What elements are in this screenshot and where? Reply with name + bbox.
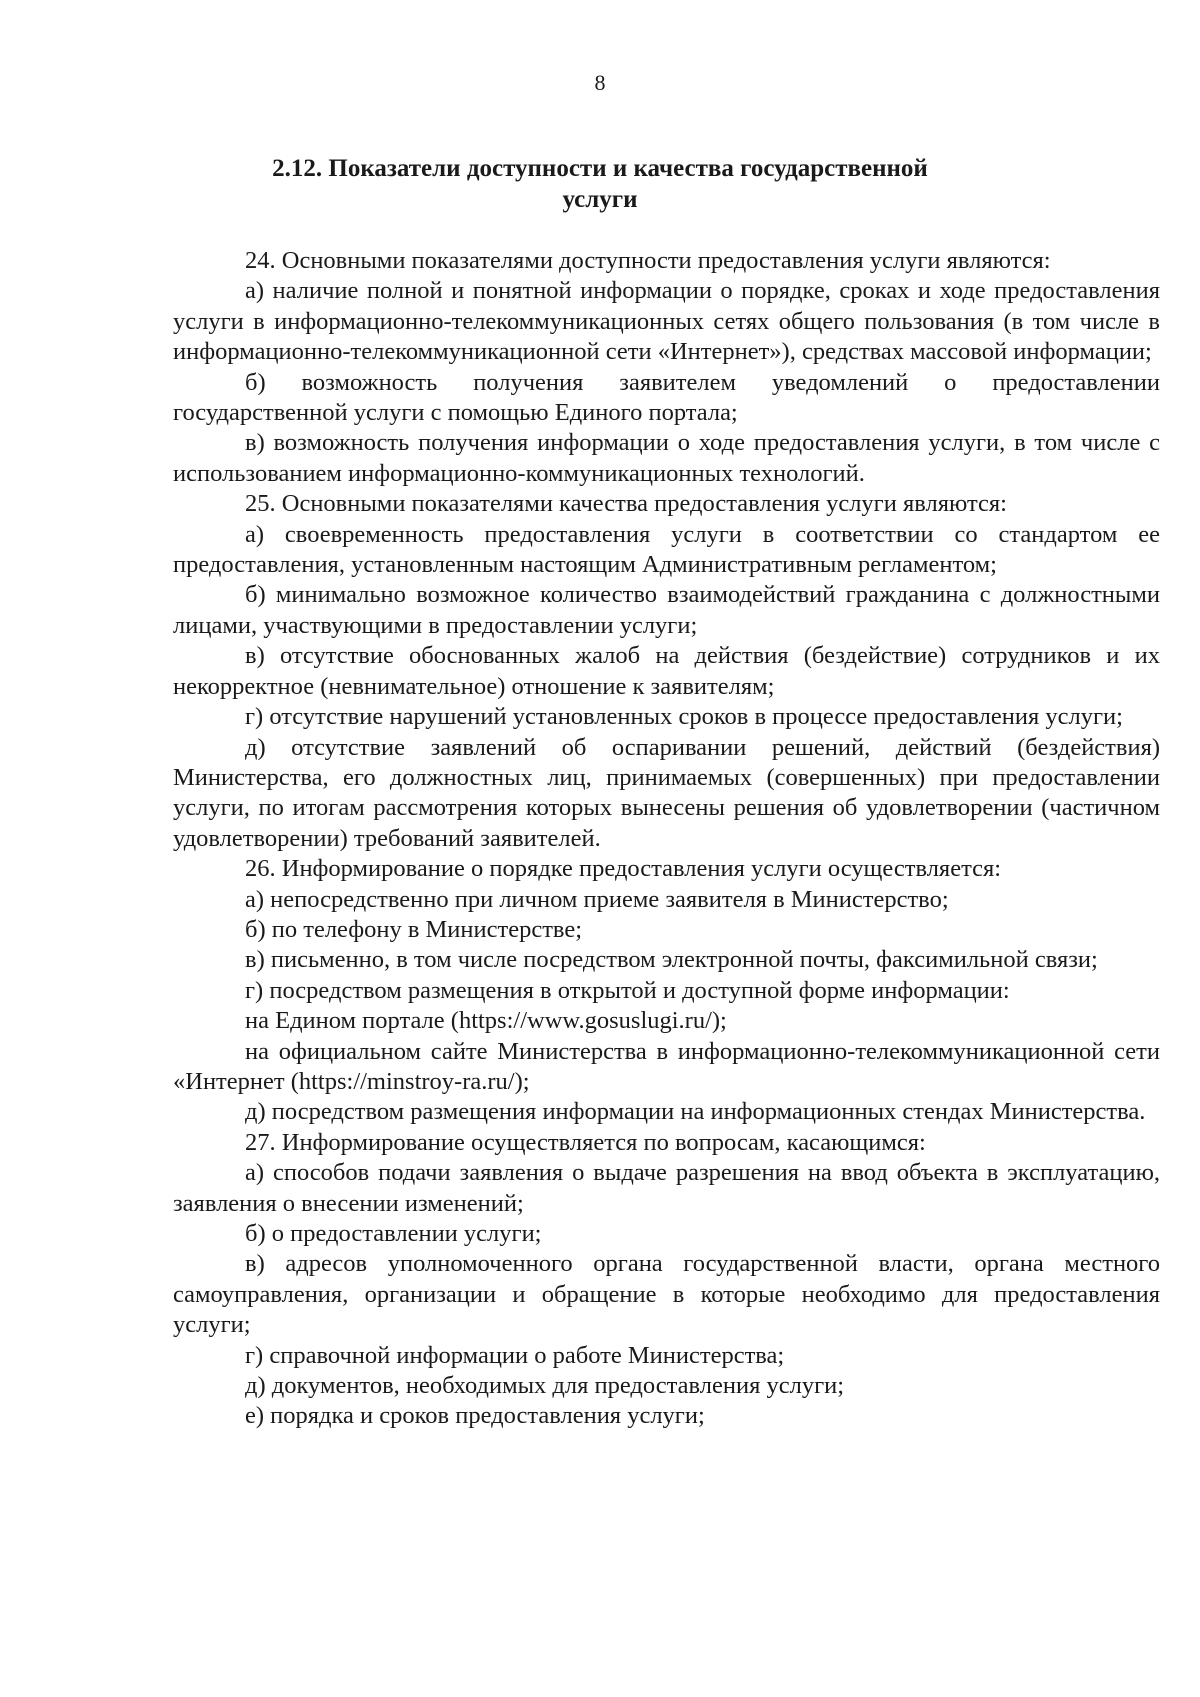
paragraph-24: 24. Основными показателями доступности предоставления услуги являются: <box>245 247 1051 274</box>
page-number: 8 <box>594 70 606 95</box>
list-item-24a: а) наличие полной и понятной информации о порядке, сроках и ходе предоставления услуги в информационно-телекоммуникационных сетях общего пользования (в том числе в информационно-телекоммуникационной сети «Интернет»), средствах массовой информации; <box>173 277 1160 366</box>
list-item-26d: г) посредством размещения в открытой и доступной форме информации: <box>245 976 1010 1004</box>
list-item-26d-website: на официальном сайте Министерства в информационно-телекоммуникационной сети «Интернет (https://minstroy-ra.ru/); <box>173 1037 1160 1095</box>
section-heading-line-2: услуги <box>562 186 638 213</box>
list-item-24b: б) возможность получения заявителем уведомлений о предоставлении государственной услуги с помощью Единого портала; <box>173 368 1160 427</box>
document-body <box>173 246 1160 1432</box>
list-item-25a: а) своевременность предоставления услуги в соответствии со стандартом ее предоставления, установленным настоящим Административным регламентом; <box>173 520 1160 579</box>
list-item-25d: г) отсутствие нарушений установленных сроков в процессе предоставления услуги; <box>245 703 1123 731</box>
list-item-25c: в) отсутствие обоснованных жалоб на действия (бездействие) сотрудников и их некорректное (невнимательное) отношение к заявителям; <box>173 642 1160 700</box>
list-item-27e: д) документов, необходимых для предоставления услуги; <box>245 1372 845 1400</box>
list-item-27d: г) справочной информации о работе Министерства; <box>245 1341 785 1369</box>
list-item-25e: д) отсутствие заявлений об оспаривании решений, действий (бездействия) Министерства, его должностных лиц, принимаемых (совершенных) при предоставлении услуги, по итогам рассмотрения которых вынесены решения об удовлетворении (частичном удовлетворении) требований заявителей. <box>173 733 1160 852</box>
list-item-26a: а) непосредственно при личном приеме заявителя в Министерство; <box>245 885 949 913</box>
list-item-26e: д) посредством размещения информации на информационных стендах Министерства. <box>245 1098 1146 1126</box>
paragraph-25: 25. Основными показателями качества предоставления услуги являются: <box>245 490 1007 518</box>
section-heading <box>250 153 950 215</box>
list-item-25b: б) минимально возможное количество взаимодействий гражданина с должностными лицами, участвующими в предоставлении услуги; <box>173 581 1160 639</box>
list-item-26c: в) письменно, в том числе посредством электронной почты, факсимильной связи; <box>245 946 1098 974</box>
paragraph-26: 26. Информирование о порядке предоставления услуги осуществляется: <box>245 855 1002 883</box>
list-item-27b: б) о предоставлении услуги; <box>245 1220 542 1247</box>
section-heading-line-1: 2.12. Показатели доступности и качества государственной <box>272 155 928 182</box>
paragraph-27: 27. Информирование осуществляется по вопросам, касающимся: <box>245 1128 926 1156</box>
list-item-27a: а) способов подачи заявления о выдаче разрешения на ввод объекта в эксплуатацию, заявления о внесении изменений; <box>173 1159 1160 1217</box>
list-item-27f: е) порядка и сроков предоставления услуги; <box>245 1402 705 1430</box>
list-item-24c: в) возможность получения информации о ходе предоставления услуги, в том числе с использованием информационно-коммуникационных технологий. <box>173 429 1160 487</box>
list-item-26d-portal: на Едином портале (https://www.gosuslugi.ru/); <box>245 1007 727 1035</box>
list-item-27c: в) адресов уполномоченного органа государственной власти, органа местного самоуправления, организации и обращение в которые необходимо для предоставления услуги; <box>173 1250 1160 1339</box>
list-item-26b: б) по телефону в Министерстве; <box>245 915 583 943</box>
